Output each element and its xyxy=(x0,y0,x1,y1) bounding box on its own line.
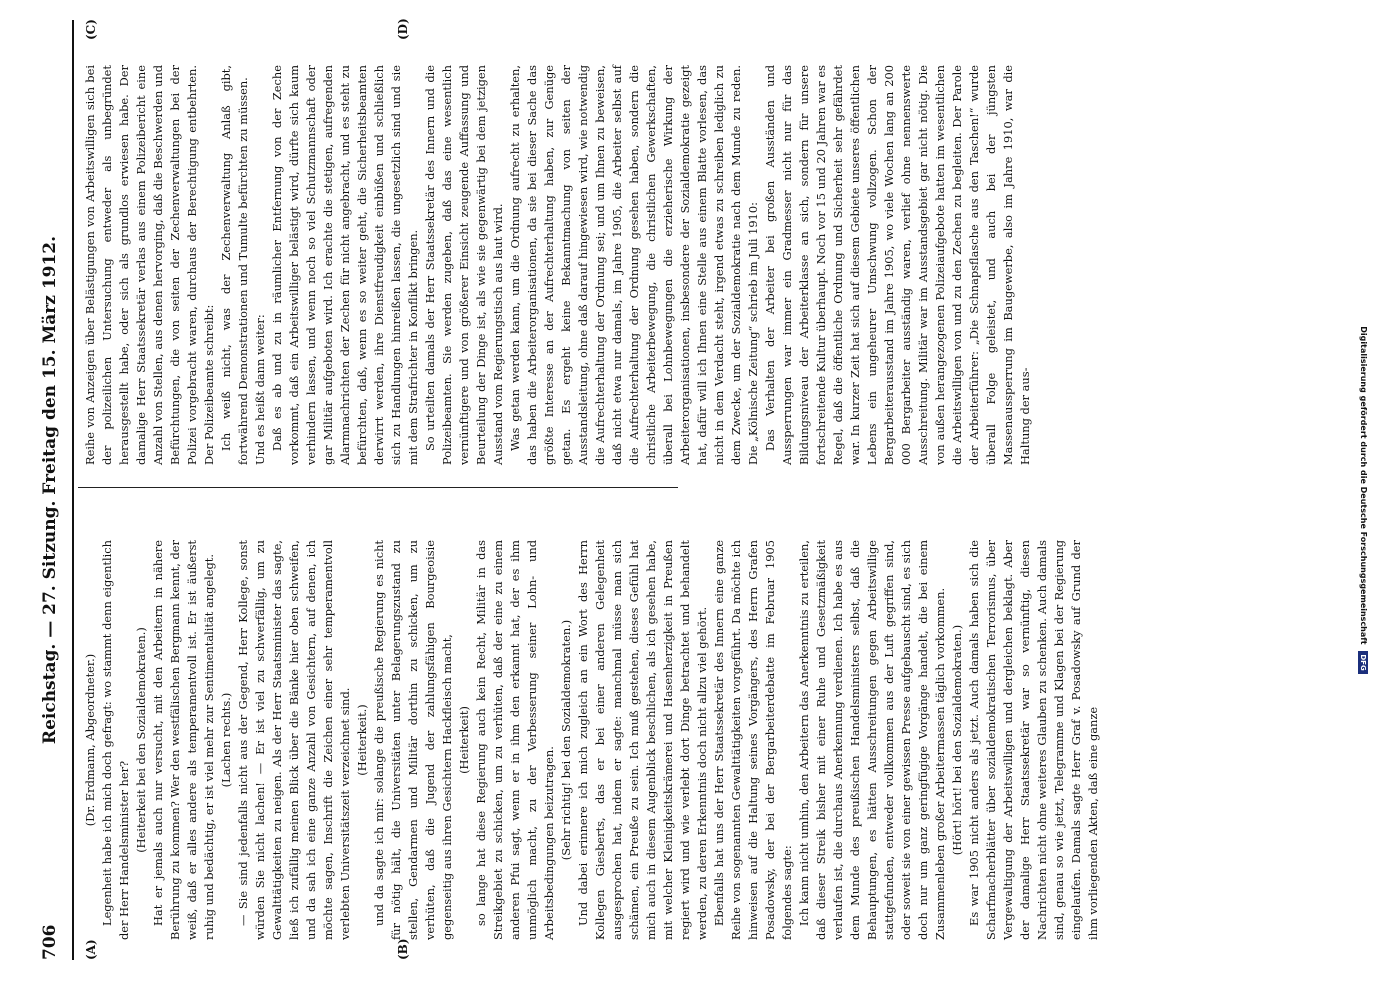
paragraph: Es war 1905 nicht anders als jetzt. Auch damals haben sich die Scharfmacherblätter über sozialdemokratischen Terrorismus, über Vergewaltigung der Arbeitswilligen und dergleichen beklagt. Aber der damalige Herr Staatssekretär war so vernünftig, diesen Nachrichten nicht ohne weiteres Glauben zu schenken. Auch damals sind, genau so wie jetzt, Telegramme und Klagen bei der Regierung eingelaufen. Damals sagte Herr Graf v. Posadowsky auf Grund der ihm vorliegenden Akten, daß eine ganze xyxy=(967,540,1100,940)
interjection: (Lachen rechts.) xyxy=(219,692,233,788)
paragraph: und da sagte ich mir: solange die preußische Regierung es nicht für nötig hält, die Universitäten unter Belagerungszustand zu stellen, Gendarmen und Militär dorthin zu schicken, um zu verhüten, daß die Jugend der zahlungsfähigen Bourgeoisie gegenseitig aus ihren Gesichtern Hackfleisch macht, xyxy=(372,540,454,940)
dfg-logo: DFG xyxy=(1358,651,1368,673)
paragraph: Und dabei erinnere ich mich zugleich an ein Wort des Herrn Kollegen Giesberts, das er bei einer anderen Gelegenheit ausgesprochen hat, indem er sagte: manchmal müsse man sich schämen, ein Preuße zu sein. Ich muß gestehen, dieses Gefühl hat mich auch in diesem Augenblick beschlichen, als ich gesehen habe, mit welcher Kleinigkeitskrämerei und Hasenherzigkeit in Preußen regiert wird und wie verlebt dort Dinge betrachtet und behandelt werden, zu deren Erkenntnis doch nicht allzu viel gehört. xyxy=(576,540,709,940)
paragraph: so lange hat diese Regierung auch kein Recht, Militär in das Streikgebiet zu schicken, um zu verhüten, daß der eine zu einem anderen Pfui sagt, wenn er in ihm den erkannt hat, der es ihm unmöglich macht, zu der Verbesserung seiner Lohn- und Arbeitsbedingungen beizutragen. xyxy=(474,540,556,940)
interjection: (Heiterkeit bei den Sozialdemokraten.) xyxy=(134,627,148,853)
margin-marker-b: (B) xyxy=(396,938,410,960)
paragraph: Ebenfalls hat uns der Herr Staatssekretär des Innern eine ganze Reihe von sogenannten Gewalttätigkeiten vorgeführt. Da möchte ich hinweisen auf die Haltung seines Vorgängers, des Herrn Grafen Posadowsky, der bei der Bergarbeiterdebatte im Februar 1905 folgendes sagte: xyxy=(712,540,794,940)
header-rule xyxy=(72,20,74,960)
paragraph: Hat er jemals auch nur versucht, mit den Arbeitern in nähere Berührung zu kommen? Wer den westfälischen Bergmann kennt, der weiß, daß er alles andere als temperamentvoll ist. Er ist äußerst ruhig und bedächtig, er ist viel mehr zur Sentimentalität angelegt. xyxy=(151,540,216,940)
right-text-column xyxy=(82,65,1032,465)
paragraph: Und es heißt dann weiter: xyxy=(253,314,267,465)
paragraph: Reihe von Anzeigen über Belästigungen von Arbeitswilligen sich bei der polizeilichen Untersuchung entweder als unbegründet herausgestellt habe, oder sich als grundlos erwiesen habe. Der damalige Herr Staatssekretär verlas aus einem Polizeibericht eine Anzahl von Stellen, aus denen hervorging, daß die Beschwerden und Befürchtungen, die von seiten der Zechenverwaltungen bei der Polizei vorgebracht waren, durchaus der Berechtigung entbehrten. Der Polizeibeamte schreibt: xyxy=(83,65,216,465)
column-divider xyxy=(78,487,678,488)
left-text-column xyxy=(82,540,1100,940)
credit-text: Digitalisierung gefördert durch die Deutsche Forschungsgemeinschaft xyxy=(1359,326,1368,645)
paragraph: Das Verhalten der Arbeiter bei großen Ausständen und Aussperrungen war immer ein Gradmesser nicht nur für das Bildungsniveau der Arbeiterklasse an sich, sondern für unsere fortschreitende Kultur überhaupt. Noch vor 15 und 20 Jahren war es Regel, daß die öffentliche Ordnung und Sicherheit sehr gefährdet war. In kurzer Zeit hat sich auf diesem Gebiete unseres öffentlichen Lebens ein ungeheurer Umschwung vollzogen. Schon der Bergarbeiterausstand im Jahre 1905, wo viele Wochen lang an 200 000 Bergarbeiter ausständig waren, verlief ohne nennenswerte Ausschreitung. Militär war im Ausstandsgebiet gar nicht nötig. Die von außen herangezogenen Polizeiaufgebote hatten im wesentlichen die Arbeitswilligen von und zu den Zechen zu begleiten. Der Parole der Arbeiterführer: „Die Schnapsflasche aus den Taschen!“ wurde überall Folge geleistet, und auch bei der jüngsten Massenaussperrung im Baugewerbe, also im Jahre 1910, war die Haltung der aus- xyxy=(763,65,1032,465)
interjection: (Sehr richtig! bei den Sozialdemokraten.) xyxy=(559,619,573,861)
paragraph: — Sie sind jedenfalls nicht aus der Gegend, Herr Kollege, sonst würden Sie nicht lachen! — Er ist viel zu schwerfällig, um zu Gewalttätigkeiten zu neigen. Als der Herr Staatsminister das sagte, ließ ich zufällig meinen Blick über die Bänke hier oben schweifen, und da sah ich eine ganze Anzahl von Gesichtern, auf denen, ich möchte sagen, Inschrift die Zeichen einer sehr temperamentvoll verlebten Universitätszeit verzeichnet sind. xyxy=(236,540,352,940)
margin-marker-a: (A) xyxy=(84,939,98,960)
interjection: (Heiterkeit) xyxy=(457,706,471,774)
margin-marker-c: (C) xyxy=(84,19,98,40)
page-number: 706 xyxy=(40,924,60,960)
paragraph: Was getan werden kann, um die Ordnung aufrecht zu erhalten, das haben die Arbeiterorganisationen, da sie bei dieser Sache das größte Interesse an der Aufrechterhaltung haben, zur Genüge getan. Es ergeht keine Bekanntmachung von seiten der Ausstandsleitung, ohne daß darauf hingewiesen wird, wie notwendig die Aufrechterhaltung der Ordnung sei; und um Ihnen zu beweisen, daß nicht etwa nur damals, im Jahre 1905, die Arbeiter selbst auf die Aufrechterhaltung der Ordnung gesehen haben, sondern die christliche Arbeiterbewegung, die christlichen Gewerkschaften, überall bei Lohnbewegungen die erzieherische Wirkung der Arbeiterorganisationen, insbesondere der Sozialdemokratie gezeigt hat, dafür will ich Ihnen eine Stelle aus einem Blatte vorlesen, das nicht in dem Verdacht steht, irgend etwas zu schreiben lediglich zu dem Zwecke, um der Sozialdemokratie nach dem Munde zu reden. Die „Kölnische Zeitung“ schrieb im Juli 1910: xyxy=(508,65,760,465)
page-title: Reichstag. — 27. Sitzung. Freitag den 15. März 1912. xyxy=(40,235,60,745)
paragraph: Legenheit habe ich mich doch gefragt: wo stammt denn eigentlich der Herr Handelsminister her? xyxy=(100,540,131,940)
interjection: (Hört! hört! bei den Sozialdemokraten.) xyxy=(950,624,964,856)
paragraph: Daß es ab und zu in räumlicher Entfernung von der Zeche vorkommt, daß ein Arbeitswilliger belästigt wird, dürfte sich kaum verhindern lassen, und wenn noch so viel Schutzmannschaft oder gar Militär aufgeboten wird. Ich erachte die stetigen, aufregenden Alarmnachrichten der Zechen für nicht angebracht, und es steht zu befürchten, daß, wenn es so weiter geht, die Sicherheitsbeamten derwirrt werden, ihre Dienstfreudigkeit einbüßen und schließlich sich zu Handlungen hinreißen lassen, die ungesetzlich sind und sie mit dem Strafrichter in Konflikt bringen. xyxy=(270,65,420,465)
paragraph: Ich kann nicht umhin, den Arbeitern das Anerkenntnis zu erteilen, daß dieser Streik bisher mit einer Ruhe und Gesetzmäßigkeit verlaufen ist, die durchaus Anerkennung verdienen. Ich habe es aus dem Munde des preußischen Handelsministers selbst, daß die Behauptungen, es hätten Ausschreitungen gegen Arbeitswillige stattgefunden, entweder vollkommen aus der Luft gegriffen sind, oder soweit sie von einer gewissen Presse aufgebauscht sind, es sich doch nur um ganz geringfügige Vorgänge handelt, die bei einem Zusammenleben großer Arbeitermassen täglich vorkommen. xyxy=(797,540,947,940)
paragraph: So urteilten damals der Herr Staatssekretär des Innern und die Polizeibeamten. Sie werden zugeben, daß das eine wesentlich vernünftigere und von größerer Einsicht zeugende Auffassung und Beurteilung der Dinge ist, als wie sie gegenwärtig bei dem jetzigen Ausstand vom Regierungstisch aus laut wird. xyxy=(423,65,505,465)
digitization-credit xyxy=(1358,0,1368,1000)
paragraph: Ich weiß nicht, was der Zechenverwaltung Anlaß gibt, fortwährend Demonstrationen und Tumulte befürchten zu müssen. xyxy=(219,65,250,465)
page-header xyxy=(36,20,66,960)
margin-marker-d: (D) xyxy=(396,18,410,40)
interjection: (Dr. Erdmann, Abgeordneter.) xyxy=(83,653,97,827)
interjection: (Heiterkeit.) xyxy=(355,704,369,776)
